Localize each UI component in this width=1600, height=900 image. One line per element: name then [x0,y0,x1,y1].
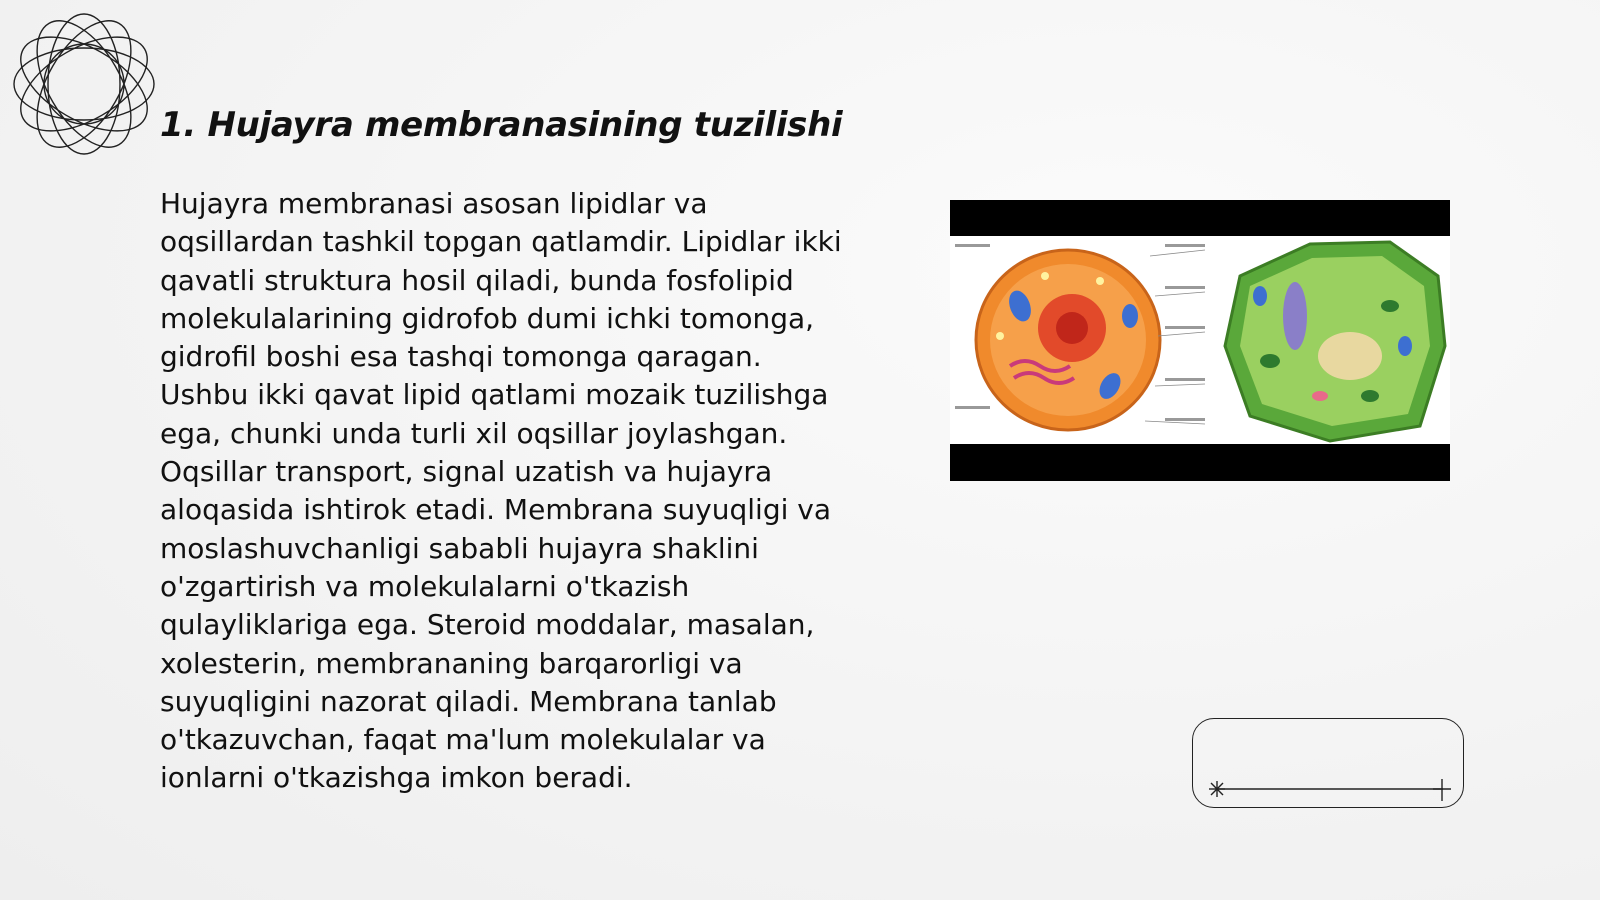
animal-and-plant-cell-diagram [950,236,1450,444]
interlaced-circles-logo [10,10,158,158]
slide-body-text: Hujayra membranasi asosan lipidlar va oqsillardan tashkil topgan qatlamdir. Lipidlar ikki qavatli struktura hosil qiladi, bunda fosfolipid molekulalarining gidrofob dumi ichki tomonga, gidrofil boshi esa tashqi tomonga qaragan. Ushbu ikki qavat lipid qatlami mozaik tuzilishga ega, chunki unda turli xil oqsillar joylashgan. Oqsillar transport, signal uzatish va hujayra aloqasida ishtirok etadi. Membrana suyuqligi va moslashuvchanligi sababli hujayra shaklini o'zgartirish va molekulalarni o'tkazish qulayliklariga ega. Steroid moddalar, masalan, xolesterin, membrananing barqarorligi va suyuqligini nazorat qiladi. Membrana tanlab o'tkazuvchan, faqat ma'lum molekulalar va ionlarni o'tkazishga imkon beradi. [160,187,842,795]
decorative-rounded-box [1192,718,1464,808]
plant-cell-illustration [1225,242,1445,441]
slide-title: 1. Hujayra membranasining tuzilishi [160,105,843,145]
cell-diagram-image [950,200,1450,481]
sparkle-icon [1209,781,1225,797]
animal-cell-illustration [976,250,1160,430]
cross-star-icon [1433,779,1451,801]
